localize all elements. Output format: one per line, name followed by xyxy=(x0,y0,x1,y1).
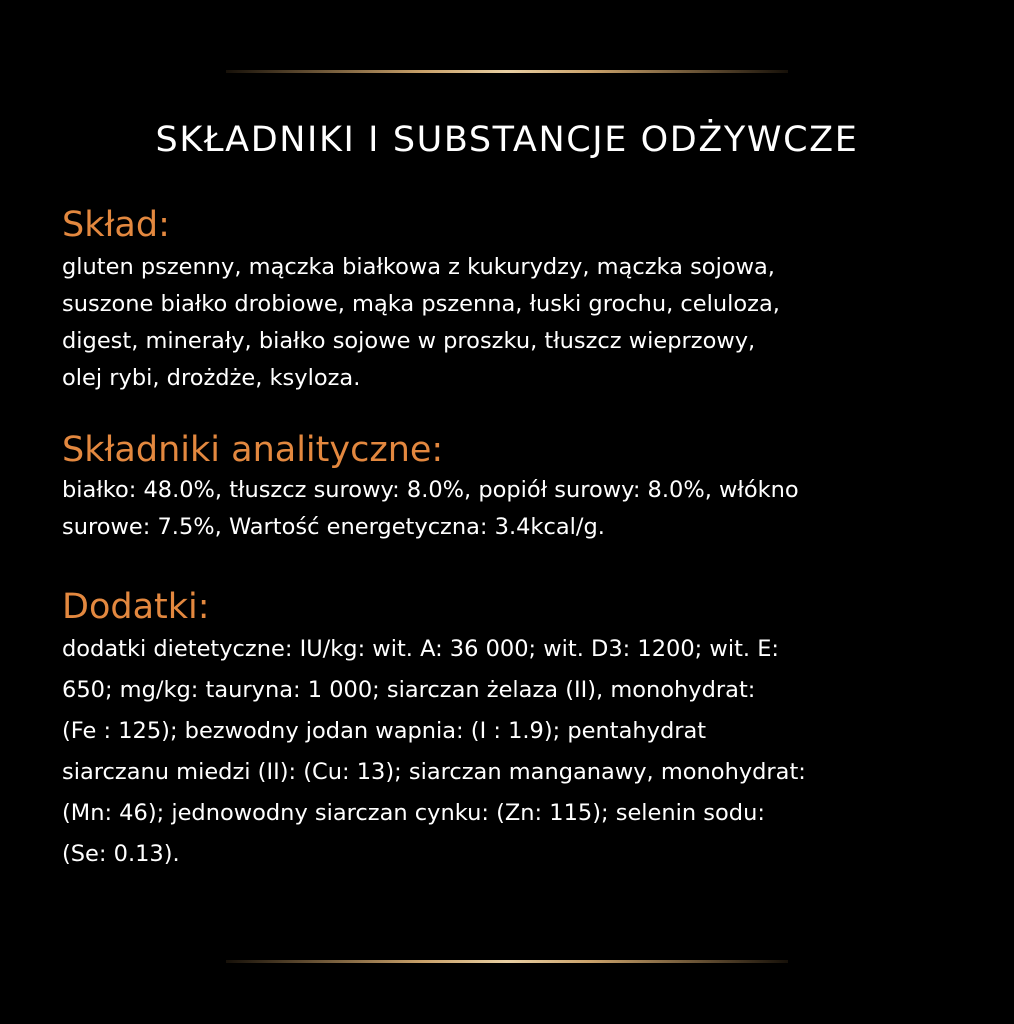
composition-text xyxy=(62,249,972,397)
additives-heading: Dodatki: xyxy=(62,587,210,627)
analytical-heading: Składniki analityczne: xyxy=(62,430,444,470)
composition-line: olej rybi, drożdże, ksyloza. xyxy=(62,365,361,391)
additives-section xyxy=(62,585,972,875)
additives-line: siarczanu miedzi (II): (Cu: 13); siarczan manganawy, monohydrat: xyxy=(62,759,806,785)
analytical-line: surowe: 7.5%, Wartość energetyczna: 3.4kcal/g. xyxy=(62,514,605,540)
analytical-section xyxy=(62,428,972,546)
additives-line: 650; mg/kg: tauryna: 1 000; siarczan żelaza (II), monohydrat: xyxy=(62,677,756,703)
page-title: SKŁADNIKI I SUBSTANCJE ODŻYWCZE xyxy=(155,120,859,160)
composition-line: digest, minerały, białko sojowe w proszku, tłuszcz wieprzowy, xyxy=(62,328,756,354)
composition-heading: Skład: xyxy=(62,205,170,245)
composition-line: suszone białko drobiowe, mąka pszenna, łuski grochu, celuloza, xyxy=(62,291,780,317)
composition-section xyxy=(62,203,972,397)
additives-line: (Fe : 125); bezwodny jodan wapnia: (I : 1.9); pentahydrat xyxy=(62,718,707,744)
analytical-text xyxy=(62,472,972,546)
composition-line: gluten pszenny, mączka białkowa z kukurydzy, mączka sojowa, xyxy=(62,254,775,280)
analytical-line: białko: 48.0%, tłuszcz surowy: 8.0%, popiół surowy: 8.0%, włókno xyxy=(62,477,799,503)
bottom-divider xyxy=(226,960,788,963)
additives-text xyxy=(62,629,972,875)
top-divider xyxy=(226,70,788,73)
additives-line: (Mn: 46); jednowodny siarczan cynku: (Zn: 115); selenin sodu: xyxy=(62,800,765,826)
additives-line: (Se: 0.13). xyxy=(62,841,180,867)
additives-line: dodatki dietetyczne: IU/kg: wit. A: 36 000; wit. D3: 1200; wit. E: xyxy=(62,636,779,662)
